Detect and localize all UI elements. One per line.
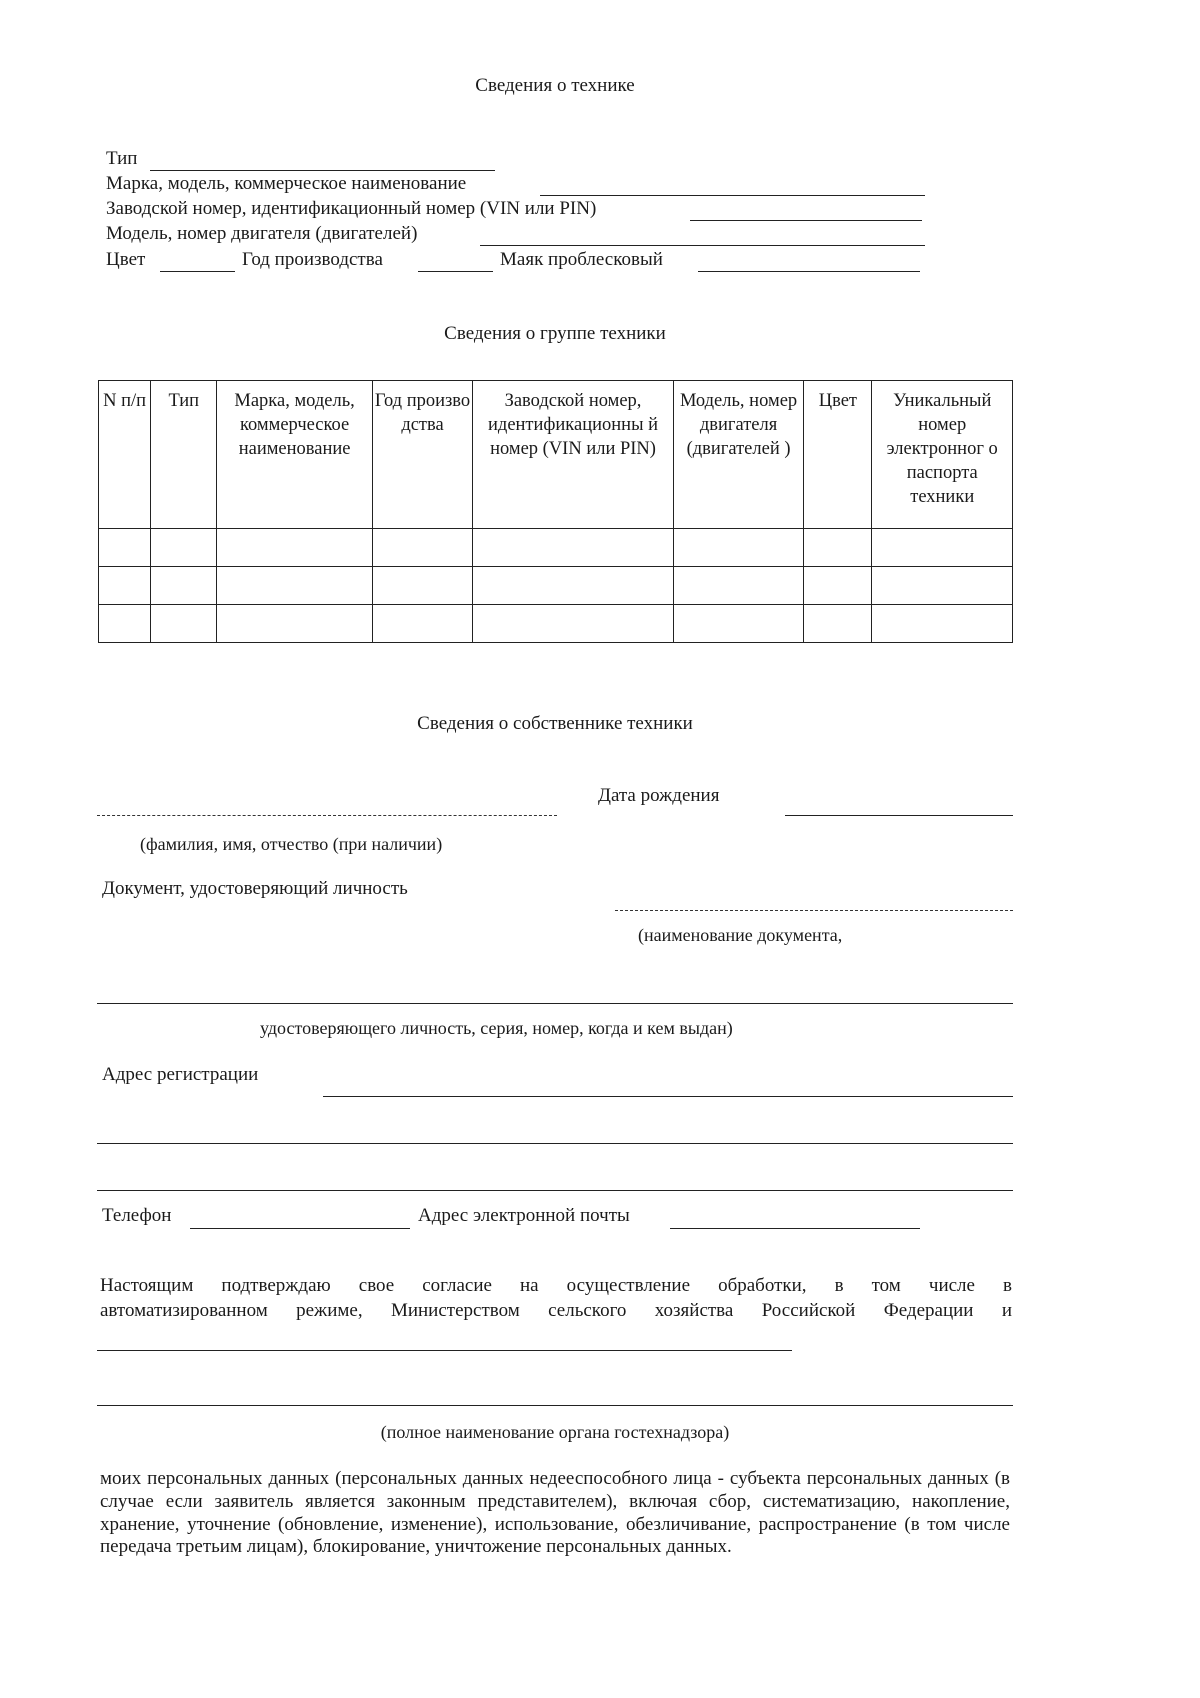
- beacon-label: Маяк проблесковый: [500, 249, 663, 270]
- authority-hint: (полное наименование органа гостехнадзора): [380, 1422, 730, 1442]
- brand-field[interactable]: [540, 195, 925, 196]
- header-cell-brand: Марка, модель, коммерческое наименование: [217, 381, 373, 529]
- consent-body: моих персональных данных (персональных данных недееспособного лица - субъекта персональных данных (в случае если заявитель является законным представителем), включая сбор, систематизацию, накопление, хранение, уточнение (обновление, изменение), использование, обезличивание, распространение (в том числе передача третьим лицам), блокирование, уничтожение персональных данных.: [100, 1468, 1010, 1558]
- color-label: Цвет: [106, 249, 146, 270]
- table-cell[interactable]: [151, 529, 217, 567]
- table-cell[interactable]: [673, 605, 803, 643]
- type-field[interactable]: [150, 170, 495, 171]
- phone-field[interactable]: [190, 1228, 410, 1229]
- year-field[interactable]: [418, 271, 493, 272]
- year-label: Год производства: [242, 249, 383, 270]
- id-doc-label: Документ, удостоверяющий личность: [102, 878, 408, 899]
- table-cell[interactable]: [804, 567, 872, 605]
- header-cell-type: Тип: [151, 381, 217, 529]
- address-label: Адрес регистрации: [102, 1064, 259, 1085]
- table-cell[interactable]: [217, 605, 373, 643]
- table-cell[interactable]: [872, 605, 1013, 643]
- table-header-row: [99, 381, 1013, 529]
- table-cell[interactable]: [372, 605, 472, 643]
- table-cell[interactable]: [372, 567, 472, 605]
- fio-field[interactable]: [97, 815, 557, 816]
- table-cell[interactable]: [473, 605, 674, 643]
- table-cell[interactable]: [217, 529, 373, 567]
- authority-field-line2[interactable]: [97, 1405, 1013, 1406]
- beacon-field[interactable]: [698, 271, 920, 272]
- address-field-line3[interactable]: [97, 1190, 1013, 1191]
- fio-hint: (фамилия, имя, отчество (при наличии): [140, 834, 443, 854]
- table-cell[interactable]: [473, 529, 674, 567]
- table-cell[interactable]: [217, 567, 373, 605]
- header-cell-passport: Уникальный номер электронног о паспорта техники: [872, 381, 1013, 529]
- email-label: Адрес электронной почты: [418, 1205, 630, 1226]
- table-row: [99, 605, 1013, 643]
- address-field-line2[interactable]: [97, 1143, 1013, 1144]
- table-cell[interactable]: [872, 567, 1013, 605]
- header-cell-year: Год произво дства: [372, 381, 472, 529]
- doc-details-hint: удостоверяющего личность, серия, номер, когда и кем выдан): [260, 1018, 733, 1038]
- table-cell[interactable]: [673, 567, 803, 605]
- consent-line-1: Настоящим подтверждаю свое согласие на осуществление обработки, в том числе в: [100, 1275, 1012, 1296]
- birth-date-label: Дата рождения: [598, 785, 720, 806]
- table-cell[interactable]: [99, 605, 151, 643]
- header-cell-engine: Модель, номер двигателя (двигателей ): [673, 381, 803, 529]
- doc-name-field[interactable]: [615, 910, 1013, 911]
- serial-field[interactable]: [690, 220, 922, 221]
- phone-label: Телефон: [102, 1205, 172, 1226]
- serial-label: Заводской номер, идентификационный номер (VIN или PIN): [106, 198, 597, 219]
- header-cell-serial: Заводской номер, идентификационны й номер (VIN или PIN): [473, 381, 674, 529]
- address-field-line1[interactable]: [323, 1096, 1013, 1097]
- brand-label: Марка, модель, коммерческое наименование: [106, 173, 467, 194]
- table-cell[interactable]: [99, 567, 151, 605]
- authority-field-line1[interactable]: [97, 1350, 792, 1351]
- engine-label: Модель, номер двигателя (двигателей): [106, 223, 418, 244]
- table-cell[interactable]: [804, 529, 872, 567]
- consent-line-2: автоматизированном режиме, Министерством сельского хозяйства Российской Федерации и: [100, 1300, 1012, 1321]
- birth-date-field[interactable]: [785, 815, 1013, 816]
- email-field[interactable]: [670, 1228, 920, 1229]
- doc-details-field[interactable]: [97, 1003, 1013, 1004]
- section-title-equipment: Сведения о технике: [475, 75, 635, 96]
- table-cell[interactable]: [473, 567, 674, 605]
- table-cell[interactable]: [99, 529, 151, 567]
- color-field[interactable]: [160, 271, 235, 272]
- header-cell-color: Цвет: [804, 381, 872, 529]
- table-cell[interactable]: [151, 605, 217, 643]
- table-cell[interactable]: [673, 529, 803, 567]
- type-label: Тип: [106, 148, 138, 169]
- table-cell[interactable]: [804, 605, 872, 643]
- header-cell-number: N п/п: [99, 381, 151, 529]
- table-cell[interactable]: [872, 529, 1013, 567]
- table-row: [99, 529, 1013, 567]
- engine-field[interactable]: [480, 245, 925, 246]
- doc-name-hint: (наименование документа,: [638, 925, 843, 945]
- table-cell[interactable]: [372, 529, 472, 567]
- table-cell[interactable]: [151, 567, 217, 605]
- section-title-owner: Сведения о собственнике техники: [417, 713, 693, 734]
- equipment-group-table: [98, 380, 1013, 643]
- section-title-group: Сведения о группе техники: [444, 323, 666, 344]
- table-row: [99, 567, 1013, 605]
